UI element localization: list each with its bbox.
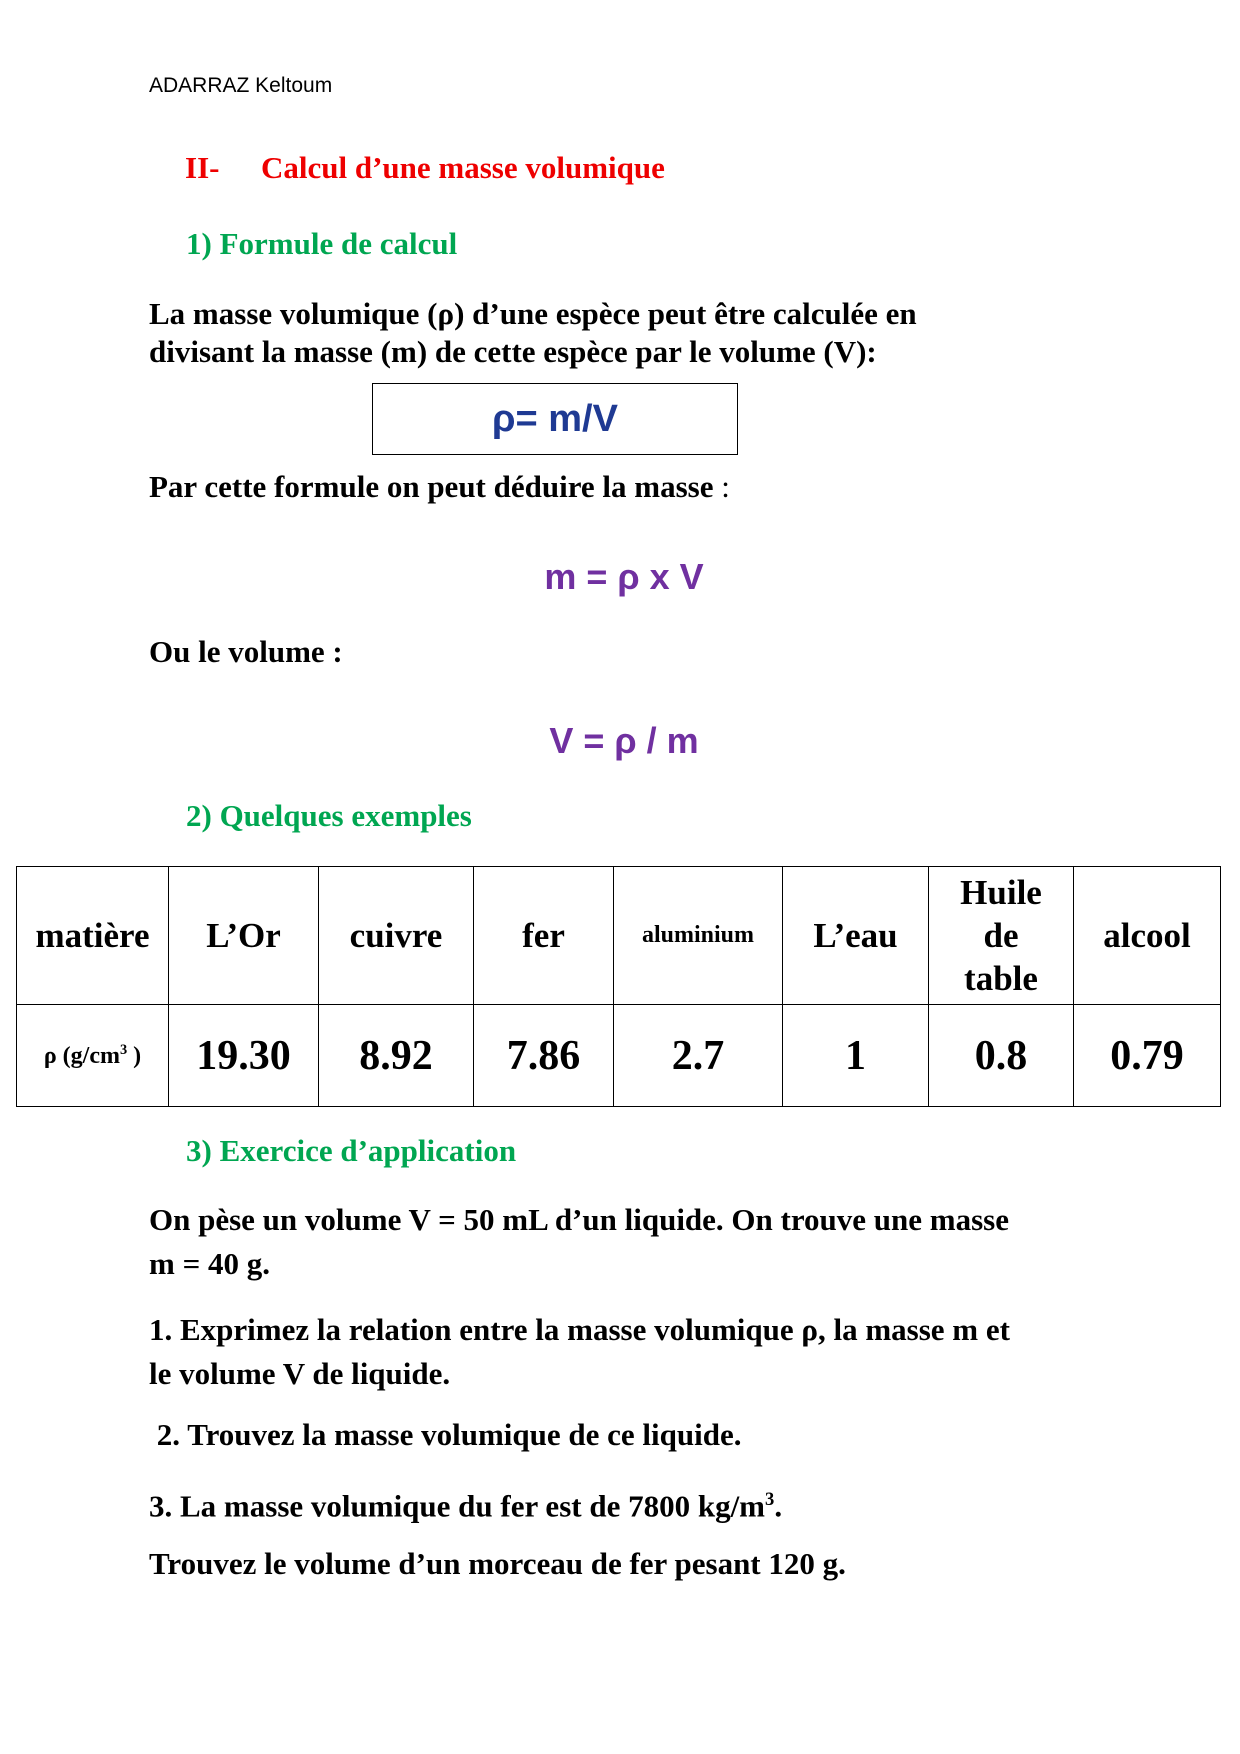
header-cell: fer [474,867,614,1005]
table-value-row [17,1005,1221,1107]
question-1-line-2: le volume V de liquide. [149,1356,451,1391]
question-3-text: 3. La masse volumique du fer est de 7800 kg/m [149,1488,766,1524]
question-3-end: . [774,1488,783,1524]
question-1-line-1: 1. Exprimez la relation entre la masse volumique ρ, la masse m et [149,1312,1010,1347]
section-title [185,150,665,186]
header-cell: alcool [1074,867,1221,1005]
header-cell: L’Or [169,867,319,1005]
question-2-text: 2. Trouvez la masse volumique de ce liquide. [149,1417,742,1452]
header-cell: L’eau [783,867,929,1005]
section-title-text: Calcul d’une masse volumique [261,150,665,185]
header-cell: aluminium [614,867,783,1005]
header-line: Huile [960,873,1042,912]
header-cell: cuivre [319,867,474,1005]
section-number: II- [185,150,220,185]
value-cell: 1 [783,1005,929,1107]
main-formula-box [372,383,738,455]
density-table [16,866,1221,1107]
mass-formula: m = ρ x V [544,556,704,597]
row-label-prefix: ρ (g/cm [43,1042,120,1069]
deduce-mass-label: Par cette formule on peut déduire la masse [149,469,714,504]
row-label-cell [17,1005,169,1107]
question-3-follow: Trouvez le volume d’un morceau de fer pesant 120 g. [149,1546,846,1581]
intro-paragraph [149,295,1099,371]
header-line: table [964,959,1038,998]
header-line: de [983,916,1019,955]
deduce-volume-text: Ou le volume : [149,634,343,669]
subheading-formula: 1) Formule de calcul [186,226,458,261]
exercise-intro [149,1198,1099,1286]
volume-formula: V = ρ / m [549,720,699,761]
author-name: ADARRAZ Keltoum [149,74,333,97]
row-label-exponent: 3 [119,1041,128,1058]
deduce-mass-text [149,468,1099,506]
value-cell: 2.7 [614,1005,783,1107]
value-cell: 7.86 [474,1005,614,1107]
question-1 [149,1308,1099,1396]
value-cell: 0.79 [1074,1005,1221,1107]
value-cell: 0.8 [929,1005,1074,1107]
question-2 [149,1416,1099,1454]
header-label-cell: matière [17,867,169,1005]
row-label-suffix: ) [127,1042,142,1069]
question-3 [149,1481,1099,1525]
table-header-row [17,867,1221,1005]
main-formula: ρ= m/V [492,397,618,440]
intro-line-1: La masse volumique (ρ) d’une espèce peut être calculée en [149,296,917,331]
subheading-exercise: 3) Exercice d’application [186,1133,517,1168]
exercise-intro-line-2: m = 40 g. [149,1246,270,1281]
intro-line-2: divisant la masse (m) de cette espèce par le volume (V): [149,334,877,369]
deduce-mass-colon: : [713,469,730,504]
value-cell: 8.92 [319,1005,474,1107]
exercise-intro-line-1: On pèse un volume V = 50 mL d’un liquide. On trouve une masse [149,1202,1010,1237]
header-cell-huile [929,867,1074,1005]
question-3-exponent: 3 [765,1489,775,1510]
value-cell: 19.30 [169,1005,319,1107]
subheading-examples: 2) Quelques exemples [186,798,472,833]
